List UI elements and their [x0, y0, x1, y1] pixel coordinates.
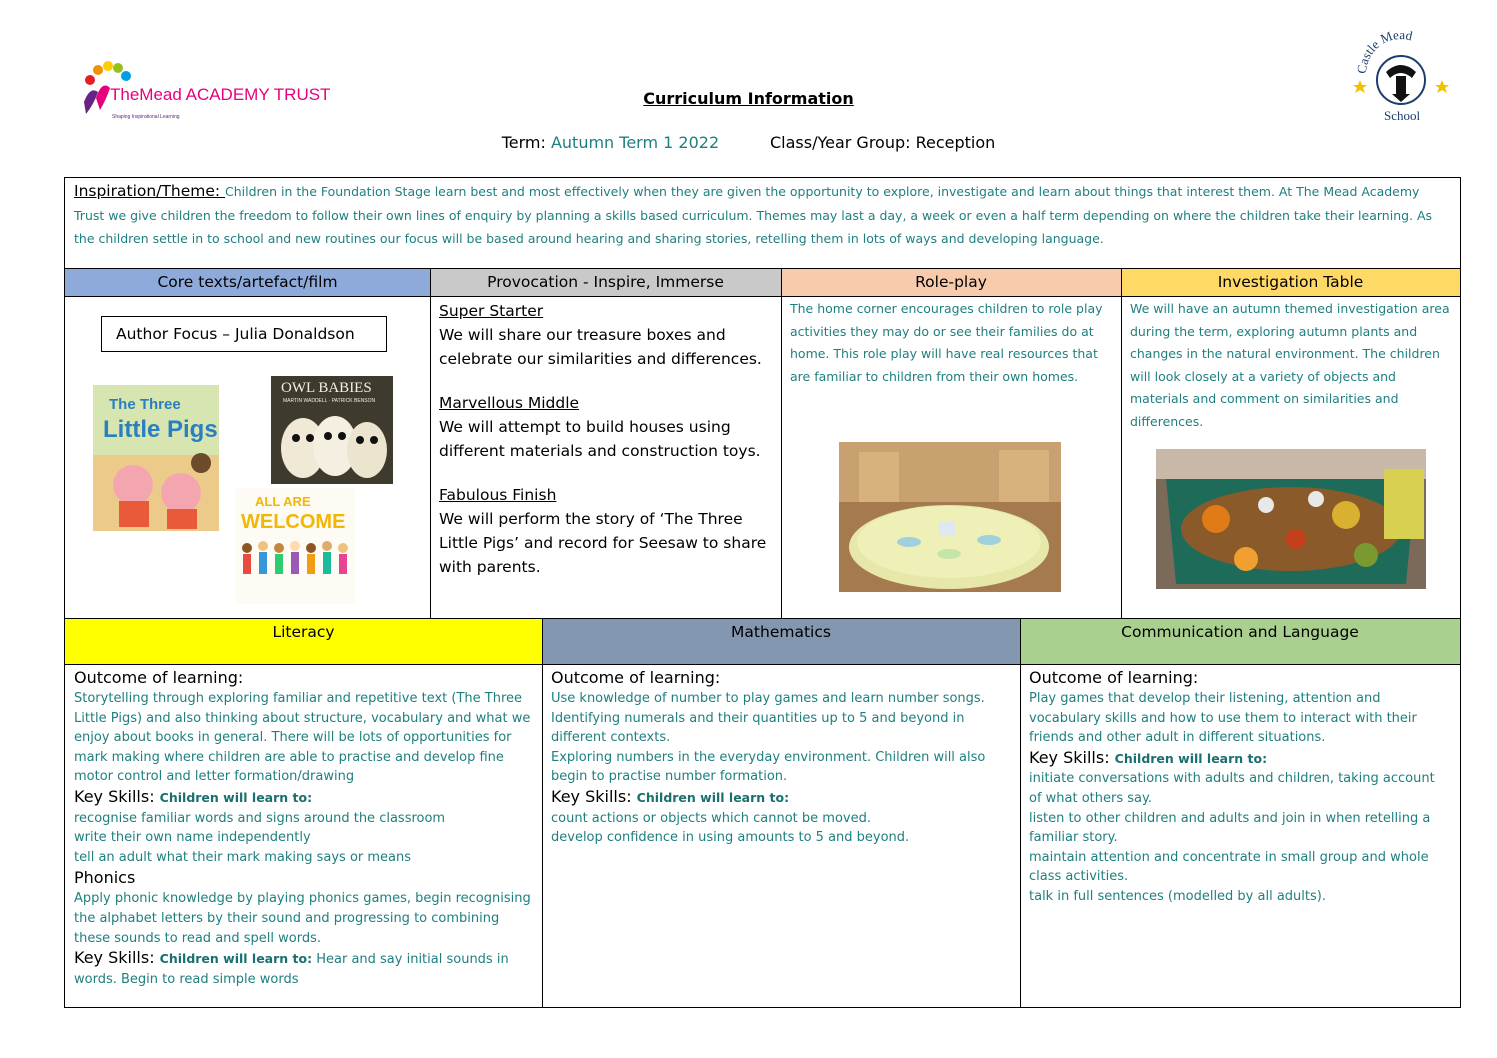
logo-right-bottom-text: School [1384, 108, 1421, 123]
phonics-key-skills-label: Key Skills: [74, 948, 160, 968]
maths-children-will: Children will learn to: [636, 789, 790, 805]
literacy-header: Literacy [65, 619, 542, 665]
owl-babies-book-cover [271, 376, 393, 484]
roleplay-header: Role-play [781, 269, 1121, 297]
svg-text:OWL BABIES: OWL BABIES [281, 380, 372, 396]
maths-outcome-label: Outcome of learning: [551, 668, 721, 687]
term-line [0, 133, 1497, 152]
marvellous-middle-title: Marvellous Middle [439, 394, 580, 412]
literacy-skill: tell an adult what their mark making says or means [74, 849, 412, 865]
core-texts-cell [65, 297, 430, 618]
three-little-pigs-book-cover [93, 385, 219, 531]
maths-skill: count actions or objects which cannot be moved. [551, 810, 871, 826]
activities-table [64, 268, 1461, 619]
provocation-header: Provocation - Inspire, Immerse [430, 269, 781, 297]
literacy-skill: recognise familiar words and signs around the classroom [74, 810, 446, 826]
maths-outcome-text: Use knowledge of number to play games and learn number songs. [551, 691, 985, 706]
maths-outcome-text: Exploring numbers in the everyday environment. Children will also begin to practise number formation. [551, 749, 986, 785]
communication-header: Communication and Language [1020, 619, 1460, 665]
super-starter-title: Super Starter [439, 302, 544, 320]
literacy-outcome-label: Outcome of learning: [74, 668, 244, 687]
phonics-children-will: Children will learn to: [159, 951, 313, 967]
super-starter-text: We will share our treasure boxes and celebrate our similarities and differences. [439, 326, 762, 368]
comm-skill: listen to other children and adults and join in when retelling a familiar story. [1029, 810, 1431, 846]
all-are-welcome-book-cover [235, 488, 355, 604]
literacy-key-skills-label: Key Skills: [74, 786, 160, 806]
class-label: Class/Year Group: Reception [769, 133, 996, 152]
svg-text:MARTIN WADDELL · PATRICK BENSO: MARTIN WADDELL · PATRICK BENSON [283, 398, 376, 404]
comm-skill: maintain attention and concentrate in small group and whole class activities. [1029, 849, 1429, 885]
inspiration-label: Inspiration/Theme: [74, 182, 226, 200]
logo-left-text: TheMead ACADEMY TRUST [110, 85, 331, 104]
phonics-text: Apply phonic knowledge by playing phonics games, begin recognising the alphabet letters by their sound and progressing to combining these sounds to read and spell words. [74, 891, 531, 946]
literacy-cell [65, 665, 542, 1007]
svg-text:Little Pigs: Little Pigs [103, 416, 218, 443]
comm-outcome-text: Play games that develop their listening, attention and vocabulary skills and how to use them to interact with their friends and other adult in different situations. [1029, 691, 1417, 746]
svg-text:WELCOME: WELCOME [241, 511, 346, 533]
inspiration-box [64, 177, 1461, 269]
page-title: Curriculum Information [643, 89, 854, 108]
communication-cell [1020, 665, 1460, 1007]
phonics-label: Phonics [74, 868, 136, 888]
literacy-outcome-text: Storytelling through exploring familiar and repetitive text (The Three Little Pigs) and also thinking about structure, vocabulary and what we enjoy about books in general. There will be lots of opportunities for mark making where children are able to practise and develop fine motor control and letter formation/drawing [74, 691, 531, 785]
marvellous-middle-text: We will attempt to build houses using different materials and construction toys. [439, 418, 761, 460]
roleplay-text: The home corner encourages children to role play activities they may do or see their families do at home. This role play will have real resources that are familiar to children from their own homes. [790, 301, 1103, 384]
logo-left-tagline: Shaping Inspirational Learning [112, 114, 180, 120]
learning-areas-table [64, 618, 1461, 1008]
home-corner-photo [839, 442, 1061, 592]
phonics-skills-text: Hear and say initial sounds in words. Begin to read simple words [74, 952, 509, 987]
core-texts-header: Core texts/artefact/film [65, 269, 430, 297]
castle-mead-school-logo [1352, 28, 1450, 124]
term-value: Autumn Term 1 2022 [550, 133, 720, 152]
investigation-cell [1121, 297, 1460, 618]
maths-skill: develop confidence in using amounts to 5 and beyond. [551, 830, 910, 846]
svg-text:ALL ARE: ALL ARE [255, 494, 311, 509]
maths-outcome-text: Identifying numerals and their quantities up to 5 and beyond in different contexts. [551, 710, 965, 746]
roleplay-cell [781, 297, 1121, 618]
comm-children-will: Children will learn to: [1114, 750, 1268, 766]
investigation-text: We will have an autumn themed investigation area during the term, exploring autumn plants and changes in the natural environment. The children will look closely at a variety of objects and materials and comment on similarities and differences. [1130, 301, 1450, 429]
investigation-header: Investigation Table [1121, 269, 1460, 297]
comm-skill: initiate conversations with adults and children, taking account of what others say. [1029, 771, 1435, 806]
mathematics-header: Mathematics [542, 619, 1020, 665]
logo-right-top-text: Castle Mead [1353, 28, 1414, 75]
comm-outcome-label: Outcome of learning: [1029, 668, 1199, 687]
fabulous-finish-title: Fabulous Finish [439, 486, 557, 504]
author-focus-box: Author Focus – Julia Donaldson [101, 316, 387, 352]
comm-skill: talk in full sentences (modelled by all adults). [1029, 888, 1326, 904]
provocation-cell [430, 297, 781, 618]
autumn-tray-photo [1156, 449, 1426, 589]
comm-key-skills-label: Key Skills: [1029, 747, 1115, 767]
literacy-skill: write their own name independently [74, 830, 311, 846]
svg-text:The Three: The Three [109, 396, 181, 413]
inspiration-text: Children in the Foundation Stage learn best and most effectively when they are given the opportunity to explore, investigate and learn about things that interest them. At The Mead Academy Trust we give children the freedom to follow their own lines of enquiry by planning a skills based curriculum. Themes may last a day, a week or even a half term depending on where the children take their learning. As the children settle in to school and new routines our focus will be based around hearing and sharing stories, retelling them in lots of ways and developing language. [74, 184, 1433, 246]
fabulous-finish-text: We will perform the story of ‘The Three Little Pigs’ and record for Seesaw to share with parents. [439, 510, 767, 576]
mathematics-cell [542, 665, 1020, 1007]
literacy-children-will: Children will learn to: [159, 789, 313, 805]
maths-key-skills-label: Key Skills: [551, 786, 637, 806]
term-label: Term: [501, 133, 551, 152]
